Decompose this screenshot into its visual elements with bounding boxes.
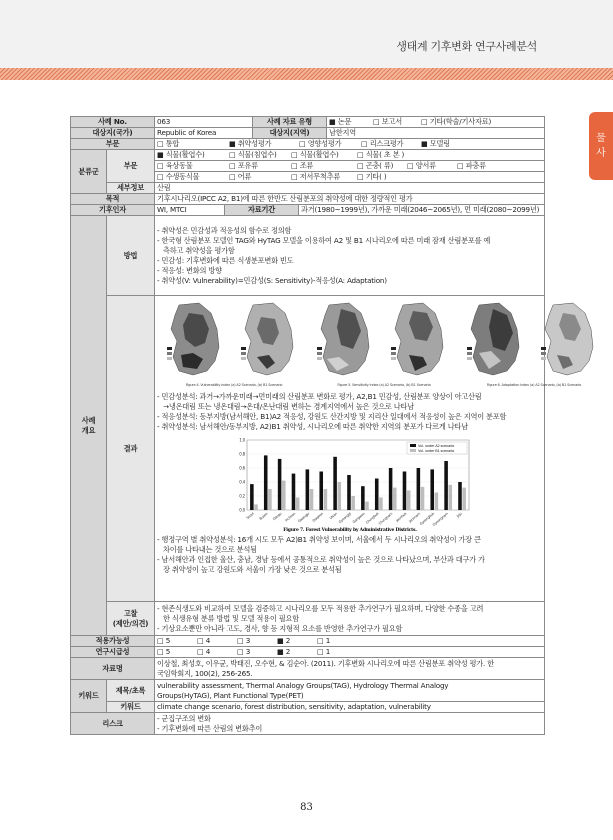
check-mark: □ <box>357 150 364 159</box>
risk-label: 리스크 <box>71 713 155 735</box>
bar-chart-svg <box>225 434 475 534</box>
check-mark: □ <box>317 647 324 656</box>
bar-b1 <box>268 489 272 510</box>
x-tick-label: Jeonnam <box>407 511 421 524</box>
risk-line: - 기후변화에 따른 산림의 변화추이 <box>157 723 263 733</box>
row-reference <box>71 658 545 680</box>
opt-text: 리스크평가 <box>369 139 404 148</box>
class-opt <box>229 150 291 160</box>
check-mark: □ <box>197 647 204 656</box>
material-opt-2 <box>373 117 421 127</box>
x-tick-label: Jeonbuk <box>394 511 407 523</box>
class-opt <box>291 150 357 160</box>
case-no-value: 063 <box>155 117 253 128</box>
method-label: 방법 <box>107 216 155 296</box>
method-line: - 취약성(V: Vulnerability)=민감성(S: Sensitivity)-적응성(A: Adaptation) <box>157 275 387 285</box>
row-implication <box>71 602 545 636</box>
class-opt <box>157 150 229 160</box>
bar-a2 <box>319 472 323 511</box>
case-table <box>70 116 582 735</box>
result-text-b <box>157 535 542 575</box>
rating-opt <box>317 647 330 657</box>
header-band <box>0 0 613 68</box>
korea-map-a <box>317 303 369 375</box>
row-risk <box>71 713 545 735</box>
vulnerability-map-figure <box>159 299 309 388</box>
class-row1 <box>155 150 545 161</box>
class-opt <box>157 161 229 171</box>
bar-a2 <box>430 469 434 510</box>
detail-label: 세부정보 <box>107 183 155 194</box>
title-abstract-content <box>155 680 545 702</box>
opt-text: 육상동물 <box>165 161 193 170</box>
opt-text: 3 <box>245 636 251 645</box>
y-tick-label: 0.8 <box>238 451 245 457</box>
implication-line: 한 식생유형 분류 방법 및 모델 적용이 필요함 <box>163 613 299 623</box>
check-mark: □ <box>299 139 306 148</box>
reference-line: 이상철, 최성호, 이우균, 박태진, 오수현, & 김순아. (2011). 기후변화 시나리오에 따른 산림분포 취약성 평가. 한 <box>157 658 494 668</box>
overview-label <box>71 216 107 636</box>
result-line: - 민감성분석: 과거→가까운미래→먼미래의 산림분포 변화로 평가, A2,B1 민감성, 산림분포 양상이 아고산림 <box>157 392 482 401</box>
bar-a2 <box>361 486 365 510</box>
sector-opt-2 <box>229 139 299 149</box>
vulnerability-map-pair <box>159 299 309 383</box>
method-line: - 민감성: 기후변화에 따른 식생분포변화 빈도 <box>157 255 294 265</box>
x-tick-label: Daegu <box>271 511 282 522</box>
side-tab <box>589 112 613 180</box>
check-mark: ■ <box>229 139 236 148</box>
rating-opt <box>237 636 277 646</box>
opt-text: 기타( ) <box>365 172 387 181</box>
bar-b1 <box>392 488 396 510</box>
x-tick-label: Ulsan <box>328 511 338 521</box>
check-mark: □ <box>197 636 204 645</box>
check-mark: ■ <box>277 647 284 656</box>
sector-label: 부문 <box>71 139 155 150</box>
class-opt <box>157 172 229 182</box>
implication-line: - 현존식생도와 비교하여 모델을 검증하고 시나리오를 모두 적용한 추가연구가 필요하며, 다양한 수종을 고려 <box>157 603 484 613</box>
opt-text: 수생동식물 <box>165 172 200 181</box>
opt-text: 저서무척추류 <box>299 172 341 181</box>
side-tab-char-2: 사 <box>596 148 606 159</box>
bar-a2 <box>374 479 378 511</box>
sector-options <box>155 139 545 150</box>
risk-line: - 군집구조의 변화 <box>157 713 211 723</box>
figure-caption-6: Figure 6. Adaptation index (a) A2 Scenario, (b) B1 Scenario <box>486 383 582 387</box>
class-opt <box>407 161 457 171</box>
risk-content <box>155 713 545 735</box>
decorative-stripe <box>0 68 613 80</box>
y-tick-label: 0.0 <box>238 507 245 513</box>
opt-text: 식물(활엽수) <box>299 150 339 159</box>
korea-map-a <box>467 303 519 375</box>
applicability-options <box>155 636 545 647</box>
target-country-value: Republic of Korea <box>155 128 253 139</box>
check-mark: ■ <box>329 117 336 126</box>
bar-b1 <box>406 490 410 510</box>
check-mark: □ <box>291 161 298 170</box>
check-mark: □ <box>229 150 236 159</box>
bar-b1 <box>379 497 383 510</box>
result-line: - 행정구역 별 취약성분석: 16개 시도 모두 A2)B1 취약성 보이며, 서울에서 두 시나리오의 취약성이 가장 큰 <box>157 535 481 544</box>
x-tick-label: Seoul <box>245 511 255 521</box>
target-country-label: 대상지(국가) <box>71 128 155 139</box>
class-opt <box>291 172 357 182</box>
opt-text: 식물(침엽수) <box>237 150 277 159</box>
class-opt <box>357 161 407 171</box>
class-row2 <box>155 161 545 172</box>
bar-b1 <box>448 485 452 510</box>
title-line: Groups(HyTAG), Plant Functional Type(PET) <box>157 690 304 700</box>
x-tick-label: Jeju <box>455 511 463 519</box>
rating-opt <box>317 636 330 646</box>
check-mark: □ <box>291 150 298 159</box>
classification-sector-label: 부문 <box>107 150 155 183</box>
target-region-label: 대상지(지역) <box>253 128 327 139</box>
x-tick-label: Chungbuk <box>364 511 379 525</box>
x-tick-label: Chungnam <box>377 511 393 526</box>
opt-text: 1 <box>325 647 331 656</box>
reference-line: 국임학회지, 100(2), 256-265. <box>157 668 253 678</box>
bar-a2 <box>333 457 337 510</box>
check-mark: □ <box>237 636 244 645</box>
y-tick-label: 0.2 <box>238 493 245 499</box>
row-applicability <box>71 636 545 647</box>
bar-b1 <box>434 493 438 511</box>
x-tick-label: Gwangju <box>296 511 310 524</box>
result-line: - 적응성분석: 동부지방(남서해안, B1)A2 적응성, 강원도 산간지방 및 지리산 일대에서 적응성이 높은 지역이 분포함 <box>157 412 507 421</box>
x-tick-label: Daejeon <box>311 511 324 523</box>
keywords-label: 키워드 <box>71 680 107 713</box>
legend-label: Vul. under A2 scenario <box>417 443 454 448</box>
rating-opt <box>157 647 197 657</box>
opt-text: 통합 <box>165 139 180 148</box>
row-keywords <box>71 702 545 713</box>
class-opt <box>357 172 386 182</box>
x-tick-label: Gyeongbuk <box>418 511 435 527</box>
check-mark: ■ <box>157 150 164 159</box>
result-line: 차이를 나타내는 것으로 분석됨 <box>163 545 257 554</box>
opt-text: 3 <box>245 647 251 656</box>
class-row3 <box>155 172 545 183</box>
rating-opt <box>197 647 237 657</box>
title-line: vulnerability assessment, Thermal Analogy Groups(TAG), Hydrology Thermal Analogy <box>157 680 449 690</box>
overview-label-1: 사례 <box>81 415 96 425</box>
implication-label <box>107 602 155 636</box>
detail-value: 산림 <box>155 183 545 194</box>
bar-a2 <box>291 474 295 510</box>
row-urgency <box>71 647 545 658</box>
method-content <box>155 216 545 296</box>
row-target <box>71 128 545 139</box>
implication-label-2: (제안/의견) <box>112 618 149 628</box>
x-tick-label: Gangwon <box>351 511 366 525</box>
korea-map-b <box>391 303 443 375</box>
overview-label-2: 개요 <box>81 425 96 435</box>
result-line: - 남서해안과 인접한 울산, 충남, 경남 등에서 공통적으로 취약성이 높은 것으로 나타났으며, 부산과 대구가 가 <box>157 555 485 564</box>
check-mark: □ <box>361 139 368 148</box>
figure-caption-5: Figure 5. Sensitivity index (a) A2 Scenario, (b) B1 Scenario <box>337 383 431 387</box>
check-mark: □ <box>407 161 414 170</box>
opt-text: 양서류 <box>415 161 436 170</box>
adaptation-map-figure <box>459 299 609 388</box>
bar-b1 <box>295 497 299 510</box>
result-line: - 취약성분석: 남서해안/동부지방, A2)B1 취약성, 시나리오에 따른 취약한 지역의 분포가 다르게 나타남 <box>157 422 468 431</box>
opt-text: 어류 <box>237 172 252 181</box>
opt-text: 파충류 <box>465 161 486 170</box>
opt-text: 논문 <box>337 117 352 126</box>
sector-opt-4 <box>361 139 421 149</box>
rating-opt <box>277 647 317 657</box>
purpose-value: 기후시나리오(IPCC A2, B1)에 따른 한반도 산림분포의 취약성에 대한 정량적인 평가 <box>155 194 545 205</box>
rating-opt <box>157 636 197 646</box>
rating-opt <box>277 636 317 646</box>
opt-text: 취약성평가 <box>237 139 272 148</box>
result-text-a <box>157 392 542 432</box>
opt-text: 2 <box>285 636 291 645</box>
x-tick-label: Busan <box>258 511 268 521</box>
bar-a2 <box>347 475 351 510</box>
opt-text: 기타(학술/기사자료) <box>429 117 492 126</box>
x-tick-label: Gyeongnam <box>431 511 449 527</box>
material-type-label: 사례 자료 유형 <box>253 117 327 128</box>
bar-b1 <box>281 481 285 510</box>
sensitivity-map-figure <box>309 299 459 388</box>
sector-opt-3 <box>299 139 361 149</box>
y-tick-label: 0.6 <box>238 465 245 471</box>
applicability-label: 적용가능성 <box>71 636 155 647</box>
chart-y-ticks <box>239 438 245 513</box>
check-mark: □ <box>421 117 428 126</box>
map-figures <box>157 296 582 389</box>
bar-a2 <box>388 468 392 510</box>
opt-text: 1 <box>325 636 331 645</box>
classification-label: 분류군 <box>71 150 107 194</box>
row-method <box>71 216 545 296</box>
check-mark: □ <box>157 139 164 148</box>
bar-b1 <box>337 482 341 510</box>
check-mark: □ <box>373 117 380 126</box>
check-mark: □ <box>157 161 164 170</box>
sector-opt-5 <box>421 139 450 149</box>
check-mark: □ <box>157 172 164 181</box>
opt-text: 5 <box>165 636 171 645</box>
urgency-options <box>155 647 545 658</box>
class-opt <box>357 150 404 160</box>
row-climate <box>71 205 545 216</box>
implication-content <box>155 602 545 636</box>
opt-text: 영향성평가 <box>307 139 342 148</box>
reference-label: 자료명 <box>71 658 155 680</box>
opt-text: 4 <box>205 636 211 645</box>
bar-a2 <box>416 468 420 510</box>
keyword-value: climate change scenario, forest distribution, sensitivity, adaptation, vulnerability <box>155 702 545 713</box>
result-content <box>155 296 582 602</box>
opt-text: 5 <box>165 647 171 656</box>
reference-content <box>155 658 545 680</box>
target-region-value: 남한지역 <box>327 128 545 139</box>
vulnerability-chart <box>157 432 542 535</box>
row-detail <box>71 183 545 194</box>
rating-opt <box>237 647 277 657</box>
material-type-options <box>327 117 545 128</box>
check-mark: □ <box>357 172 364 181</box>
bar-a2 <box>277 459 281 510</box>
bar-a2 <box>444 461 448 510</box>
class-opt <box>291 161 357 171</box>
x-tick-label: Incheon <box>283 511 296 523</box>
check-mark: □ <box>229 161 236 170</box>
bar-a2 <box>263 455 267 510</box>
keyword-sub-label: 키워드 <box>107 702 155 713</box>
chart-x-labels <box>245 511 462 527</box>
climate-factor-value: WI, MTCI <box>155 205 225 216</box>
opt-text: 포유류 <box>237 161 258 170</box>
case-no-label: 사례 No. <box>71 117 155 128</box>
result-label: 결과 <box>107 296 155 602</box>
check-mark: □ <box>157 647 164 656</box>
row-purpose <box>71 194 545 205</box>
check-mark: □ <box>157 636 164 645</box>
urgency-label: 연구시급성 <box>71 647 155 658</box>
sensitivity-map-pair <box>309 299 459 383</box>
opt-text: 모델링 <box>429 139 450 148</box>
page-number: 83 <box>300 802 313 813</box>
check-mark: □ <box>357 161 364 170</box>
method-line: - 한국형 산림분포 모델인 TAG와 HyTAG 모델을 이용하여 A2 및 B1 시나리오에 따른 미래 잠재 산림분포를 예 <box>157 235 491 245</box>
implication-line: - 기상요소뿐만 아니라 고도, 경사, 향 등 지형적 요소를 반영한 추가연구가 필요함 <box>157 623 403 633</box>
bar-b1 <box>254 504 258 510</box>
material-opt-3 <box>421 117 491 127</box>
purpose-label: 목적 <box>71 194 155 205</box>
class-opt <box>457 161 486 171</box>
korea-map-b <box>541 303 593 375</box>
sector-opt-1 <box>157 139 229 149</box>
row-keywords-title <box>71 680 545 702</box>
opt-text: 4 <box>205 647 211 656</box>
implication-label-1: 고찰 <box>123 608 138 618</box>
legend-swatch <box>410 449 416 452</box>
korea-map-b <box>241 303 293 375</box>
check-mark: ■ <box>277 636 284 645</box>
bar-b1 <box>351 496 355 510</box>
bar-b1 <box>462 488 466 510</box>
class-opt <box>229 172 291 182</box>
check-mark: □ <box>317 636 324 645</box>
opt-text: 조류 <box>299 161 314 170</box>
method-line: - 취약성은 민감성과 적응성의 함수로 정의함 <box>157 225 292 235</box>
korea-map-a <box>167 303 219 375</box>
bar-b1 <box>309 489 313 510</box>
row-case-no <box>71 117 545 128</box>
method-line: - 적응성: 변화의 방향 <box>157 265 222 275</box>
side-tab-char-1: 물 <box>596 133 606 144</box>
check-mark: □ <box>229 172 236 181</box>
title-abstract-label: 제목/초록 <box>107 680 155 702</box>
opt-text: 식물(활엽수) <box>165 150 205 159</box>
climate-factor-label: 기후인자 <box>71 205 155 216</box>
row-sector <box>71 139 545 150</box>
chart-legend <box>407 442 467 454</box>
period-value: 과거(1980~1999년), 가까운 미래(2046~2065년), 먼 미래(2080~2099년) <box>299 205 545 216</box>
opt-text: 식물( 초 본 ) <box>365 150 405 159</box>
check-mark: □ <box>237 647 244 656</box>
rating-opt <box>197 636 237 646</box>
adaptation-map-pair <box>459 299 609 383</box>
figure-caption-4: Figure 4. Vulnerability index (a) A2 Scenario, (b) B1 Scenario <box>185 383 283 387</box>
chart-title: Figure 7. Forest Vulnerability by Administrative Districts. <box>282 528 417 533</box>
bar-a2 <box>250 484 254 510</box>
bar-a2 <box>402 472 406 511</box>
material-opt-1 <box>329 117 373 127</box>
opt-text: 2 <box>285 647 291 656</box>
result-line: →냉온대림 또는 냉온대림→온대/온난대림 변하는 경계지역에서 높은 것으로 나타남 <box>163 402 414 411</box>
row-class-1 <box>71 150 545 161</box>
row-result <box>71 296 545 602</box>
y-tick-label: 0.4 <box>238 479 245 485</box>
class-opt <box>229 161 291 171</box>
legend-label: Vul. under B1 scenario <box>417 448 454 453</box>
opt-text: 곤충( 류) <box>365 161 394 170</box>
bar-a2 <box>305 469 309 510</box>
bar-b1 <box>420 487 424 510</box>
legend-swatch <box>410 444 416 447</box>
y-tick-label: 1.0 <box>238 437 245 443</box>
header-title: 생태계 기후변화 연구사례분석 <box>396 40 537 53</box>
check-mark: ■ <box>421 139 428 148</box>
method-line: 측하고 취약성을 평가함 <box>163 245 235 255</box>
bar-b1 <box>365 502 369 510</box>
bar-a2 <box>458 482 462 510</box>
check-mark: □ <box>291 172 298 181</box>
x-tick-label: Gyeonggi <box>337 511 352 525</box>
period-label: 자료기간 <box>225 205 299 216</box>
check-mark: □ <box>457 161 464 170</box>
bar-b1 <box>323 489 327 510</box>
result-line: 장 취약성이 높고 강원도와 서울이 가장 낮은 것으로 분석됨 <box>163 565 342 574</box>
opt-text: 보고서 <box>381 117 402 126</box>
